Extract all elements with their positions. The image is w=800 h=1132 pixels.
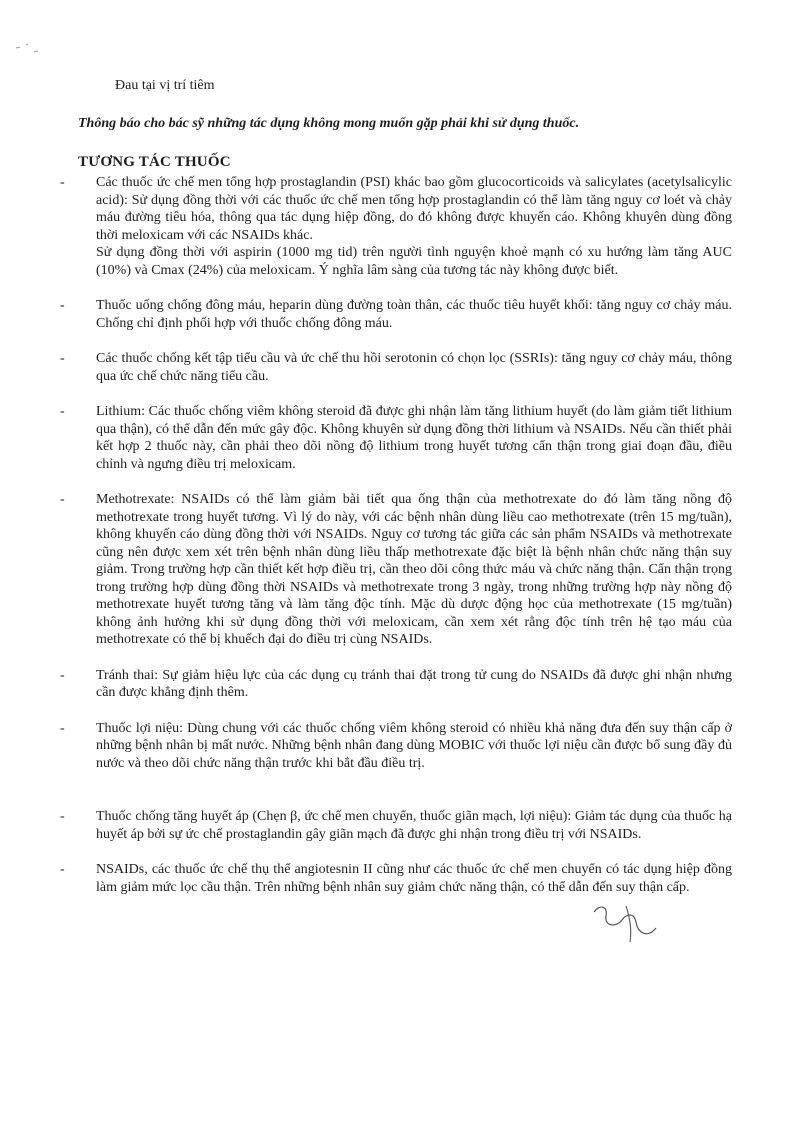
list-item xyxy=(60,491,732,649)
list-item xyxy=(60,403,732,473)
bullet-dash: - xyxy=(60,862,65,877)
item-text: Lithium: Các thuốc chống viêm không steroid đã được ghi nhận làm tăng lithium huyết (do làm giảm tiết lithium qua thận), có thể dẫn đến mức gây độc. Không khuyên sử dụng đồng thời lithium và NSAIDs. Nếu cần thiết phải kết hợp 2 thuốc này, cần phải theo dõi nồng độ lithium trong huyết tương cẩn thận trong giai đoạn đầu, điều chỉnh và ngưng điều trị meloxicam. xyxy=(96,404,732,472)
margin-mark xyxy=(14,40,44,60)
warning-note: Thông báo cho bác sỹ những tác dụng không mong muốn gặp phải khi sử dụng thuốc. xyxy=(78,116,580,131)
handwritten-annotation xyxy=(586,898,676,944)
bullet-dash: - xyxy=(60,404,65,419)
list-item xyxy=(60,350,732,385)
interaction-list xyxy=(60,174,732,896)
item-text: Thuốc uống chống đông máu, heparin dùng đường toàn thân, các thuốc tiêu huyết khối: tăng nguy cơ chảy máu. Chống chỉ định phối hợp với thuốc chống đông máu. xyxy=(96,298,732,331)
bullet-dash: - xyxy=(60,809,65,824)
bullet-dash: - xyxy=(60,492,65,507)
section-heading: TƯƠNG TÁC THUỐC xyxy=(78,154,231,170)
list-item xyxy=(60,808,732,843)
bullet-dash: - xyxy=(60,351,65,366)
item-text: Methotrexate: NSAIDs có thể làm giảm bài tiết qua ống thận của methotrexate do đó làm tăng nồng độ methotrexate trong huyết tương. Vì lý do này, với các bệnh nhân dùng liều cao methotrexate (trên 15 mg/tuần), không khuyến cáo dùng đồng thời với NSAIDs. Nguy cơ tương tác giữa các sản phẩm NSAIDs và methotrexate cũng nên được xem xét trên bệnh nhân dùng liều thấp methotrexate đặc biệt là bệnh nhân chức năng thận suy giảm. Trong trường hợp cần thiết kết hợp điều trị, cần theo dõi công thức máu và chức năng thận. Cẩn thận trọng trong trường hợp dùng đồng thời NSAIDs và methotrexate trong 3 ngày, trong những trường hợp này nồng độ methotrexate huyết tương tăng và làm tăng độc tính. Mặc dù dược động học của methotrexate (15 mg/tuần) không ảnh hưởng khi sử dụng đồng thời với meloxicam, cần xem xét rằng độc tính trên hệ tạo máu của methotrexate có thể bị khuếch đại do điều trị cùng NSAIDs. xyxy=(96,492,732,647)
list-item xyxy=(60,667,732,702)
list-item xyxy=(60,720,732,773)
item-text: Thuốc chống tăng huyết áp (Chẹn β, ức chế men chuyển, thuốc giãn mạch, lợi niệu): Giảm tác dụng của thuốc hạ huyết áp bởi sự ức chế prostaglandin gây giãn mạch đã được ghi nhận trong điều trị với NSAIDs. xyxy=(96,809,732,842)
list-item xyxy=(60,174,732,279)
list-item xyxy=(60,297,732,332)
item-text: Các thuốc chống kết tập tiểu cầu và ức chế thu hồi serotonin có chọn lọc (SSRIs): tăng nguy cơ chảy máu, thông qua ức chế chức năng tiểu cầu. xyxy=(96,351,732,384)
item-text: Các thuốc ức chế men tổng hợp prostaglandin (PSI) khác bao gồm glucocorticoids và salicylates (acetylsalicylic acid): Sử dụng đồng thời với các thuốc ức chế men tổng hợp prostaglandin có thể làm tăng nguy cơ loét và chảy máu đường tiêu hóa, thông qua tác dụng hiệp đồng, do đó không được khuyến cáo. Không khuyên dùng đồng thời meloxicam với các NSAIDs khác. xyxy=(96,175,732,243)
bullet-dash: - xyxy=(60,667,65,683)
bullet-dash: - xyxy=(60,298,65,313)
item-text: Thuốc lợi niệu: Dùng chung với các thuốc chống viêm không steroid có nhiều khả năng đưa đến suy thận cấp ở những bệnh nhân bị mất nước. Những bệnh nhân đang dùng MOBIC với thuốc lợi niệu cần được bổ sung đầy đủ nước và theo dõi chức năng thận trước khi bắt đầu điều trị. xyxy=(96,720,732,771)
list-item xyxy=(60,861,732,896)
item-text: Sử dụng đồng thời với aspirin (1000 mg tid) trên người tình nguyện khoẻ mạnh có xu hướng làm tăng AUC (10%) và Cmax (24%) của meloxicam. Ý nghĩa lâm sàng của tương tác này không được biết. xyxy=(96,245,732,278)
side-effect-line: Đau tại vị trí tiêm xyxy=(115,78,215,93)
item-text: Tránh thai: Sự giảm hiệu lực của các dụng cụ tránh thai đặt trong tử cung do NSAIDs đã được ghi nhận nhưng cần được khẳng định thêm. xyxy=(96,667,732,700)
bullet-dash: - xyxy=(60,720,65,736)
item-text: NSAIDs, các thuốc ức chế thụ thể angiotesnin II cũng như các thuốc ức chế men chuyển có tác dụng hiệp đồng làm giảm mức lọc cầu thận. Trên những bệnh nhân suy giảm chức năng thận, có thể dẫn đến suy thận cấp. xyxy=(96,862,732,895)
bullet-dash: - xyxy=(60,175,65,190)
